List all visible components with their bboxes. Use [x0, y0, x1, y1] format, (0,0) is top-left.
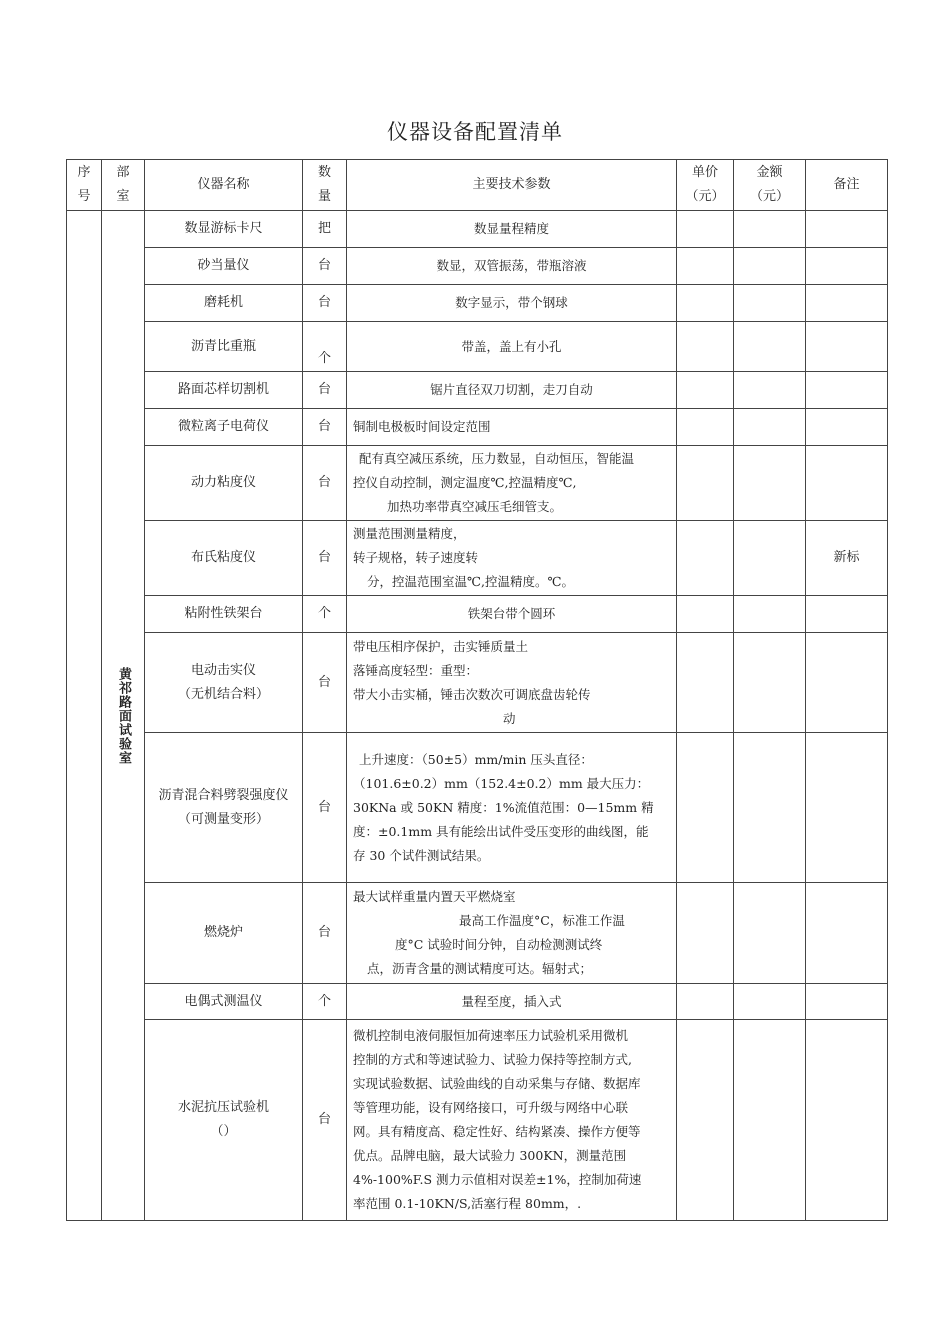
technical-params-cell: [347, 409, 677, 446]
technical-param-line: 落锤高度轻型：重型：: [353, 662, 479, 678]
quantity-unit-cell: 个: [303, 596, 347, 633]
instrument-name-cell: [145, 409, 303, 446]
header-qty-line: 量: [317, 189, 331, 204]
quantity-unit-cell: 把: [303, 211, 347, 248]
technical-params-cell: [347, 322, 677, 372]
amount-cell: [734, 883, 806, 984]
technical-param-line: （101.6±0.2）mm（152.4±0.2）mm 最大压力：: [353, 775, 650, 791]
table-row: [67, 322, 888, 372]
amount-cell: [734, 1020, 806, 1221]
table-row: [67, 1020, 888, 1221]
table-row: [67, 596, 888, 633]
remark-cell: [806, 596, 888, 633]
header-amount: [734, 160, 806, 211]
instrument-name: （）: [210, 1124, 237, 1139]
technical-param-line: 4%-100%F.S 测力示值相对误差±1%，控制加荷速: [353, 1172, 642, 1187]
quantity-unit-cell: 台: [303, 1020, 347, 1221]
quantity-unit-cell: 个: [303, 322, 347, 372]
amount-cell: [734, 733, 806, 883]
instrument-name-cell: [145, 633, 303, 733]
instrument-name-cell: [145, 733, 303, 883]
amount-cell: [734, 596, 806, 633]
unit-price-cell: [677, 733, 734, 883]
amount-cell: [734, 322, 806, 372]
technical-params-cell: [347, 248, 677, 285]
instrument-name: 动力粘度仪: [190, 475, 256, 490]
unit-price-cell: [677, 1020, 734, 1221]
quantity-unit-cell: 台: [303, 733, 347, 883]
header-name: 仪器名称: [145, 160, 303, 211]
unit-price-cell: [677, 322, 734, 372]
quantity-unit-cell: 台: [303, 285, 347, 322]
table-row: [67, 248, 888, 285]
quantity-unit-cell: 个: [303, 984, 347, 1020]
quantity-unit-cell: 台: [303, 633, 347, 733]
department-name: 黄祁路面试验室: [116, 666, 131, 765]
unit-price-cell: [677, 984, 734, 1020]
header-dept-line: 室: [116, 189, 130, 204]
technical-param-line: 网。具有精度高、稳定性好、结构紧凑、操作方便等: [353, 1124, 641, 1139]
page-title: 仪器设备配置清单: [387, 120, 563, 144]
quantity-unit-cell: 台: [303, 248, 347, 285]
department-cell: [102, 211, 145, 1221]
header-unit-price-line: （元）: [685, 189, 725, 204]
technical-param-line: 量程至度，插入式: [461, 993, 562, 1009]
amount-cell: [734, 372, 806, 409]
table-row: [67, 733, 888, 883]
instrument-name: 水泥抗压试验机: [177, 1100, 269, 1115]
table-row: [67, 633, 888, 733]
remark-cell: 新标: [806, 521, 888, 596]
header-unit-price-line: 单价: [691, 165, 718, 180]
technical-param-line: 动: [503, 710, 516, 726]
table-row: [67, 409, 888, 446]
instrument-name-cell: [145, 248, 303, 285]
table-row: [67, 883, 888, 984]
header-dept: [102, 160, 145, 211]
technical-param-line: 带大小击实桶，锤击次数次可调底盘齿轮传: [353, 686, 591, 702]
header-params: 主要技术参数: [347, 160, 677, 211]
header-qty-line: 数: [317, 165, 331, 180]
instrument-name: 磨耗机: [203, 295, 243, 310]
header-seq: [67, 160, 102, 211]
technical-params-cell: [347, 446, 677, 521]
technical-param-line: 数显量程精度: [473, 221, 549, 236]
instrument-name: （可测量变形）: [177, 811, 269, 827]
instrument-name-cell: [145, 446, 303, 521]
unit-price-cell: [677, 633, 734, 733]
technical-param-line: 铜制电极板时间设定范围: [353, 419, 491, 434]
technical-param-line: 上升速度：（50±5）mm/min 压头直径：: [359, 751, 593, 767]
technical-param-line: 铁架台带个圆环: [467, 606, 556, 621]
header-seq-line: 序: [77, 165, 91, 180]
instrument-name: 燃烧炉: [203, 925, 243, 940]
technical-param-line: 带盖，盖上有小孔: [461, 338, 562, 354]
instrument-name-cell: [145, 372, 303, 409]
instrument-name: 砂当量仪: [197, 258, 250, 273]
remark-cell: [806, 883, 888, 984]
technical-param-line: 配有真空减压系统，压力数显，自动恒压，智能温: [359, 451, 635, 466]
remark-cell: [806, 1020, 888, 1221]
technical-param-line: 30KNa 或 50KN 精度：1%流值范围：0—15mm 精: [353, 799, 654, 815]
technical-params-cell: [347, 211, 677, 248]
table-row: [67, 446, 888, 521]
technical-param-line: 分，控温范围室温℃,控温精度。℃。: [367, 574, 574, 589]
unit-price-cell: [677, 883, 734, 984]
table-row: [67, 211, 888, 248]
technical-param-line: 存 30 个试件测试结果。: [353, 847, 490, 863]
technical-param-line: 数字显示，带个钢球: [455, 295, 568, 310]
unit-price-cell: [677, 596, 734, 633]
table-row: [67, 285, 888, 322]
remark-cell: [806, 633, 888, 733]
header-qty: [303, 160, 347, 211]
unit-price-cell: [677, 285, 734, 322]
instrument-name: （无机结合料）: [177, 686, 269, 702]
unit-price-cell: [677, 446, 734, 521]
amount-cell: [734, 984, 806, 1020]
unit-price-cell: [677, 248, 734, 285]
amount-cell: [734, 211, 806, 248]
technical-params-cell: [347, 521, 677, 596]
remark-cell: [806, 211, 888, 248]
header-dept-line: 部: [116, 165, 130, 180]
instrument-name: 沥青比重瓶: [190, 338, 256, 354]
header-unit-price: [677, 160, 734, 211]
instrument-name: 数显游标卡尺: [184, 221, 263, 236]
amount-cell: [734, 521, 806, 596]
instrument-name-cell: [145, 596, 303, 633]
technical-param-line: 加热功率带真空减压毛细管支。: [387, 499, 563, 514]
quantity-unit-cell: 台: [303, 883, 347, 984]
instrument-name-cell: [145, 211, 303, 248]
unit-price-cell: [677, 372, 734, 409]
table-row: [67, 984, 888, 1020]
instrument-name-cell: [145, 322, 303, 372]
remark-cell: [806, 409, 888, 446]
remark-cell: [806, 248, 888, 285]
table-row: [67, 521, 888, 596]
technical-param-line: 度：±0.1mm 具有能绘出试件受压变形的曲线图，能: [353, 823, 649, 839]
header-row: [67, 160, 888, 211]
header-remark: 备注: [806, 160, 888, 211]
instrument-name-cell: [145, 521, 303, 596]
quantity-unit-cell: 台: [303, 372, 347, 409]
technical-param-line: 率范围 0.1-10KN/S,活塞行程 80mm，.: [353, 1196, 582, 1211]
technical-param-line: 数显，双管振荡，带瓶溶液: [436, 258, 587, 273]
instrument-name: 粘附性铁架台: [184, 606, 263, 621]
unit-price-cell: [677, 211, 734, 248]
equipment-table: [66, 159, 888, 1221]
technical-param-line: 最大试样重量内置天平燃烧室: [353, 889, 516, 904]
quantity-unit-cell: 台: [303, 409, 347, 446]
instrument-name-cell: [145, 1020, 303, 1221]
technical-param-line: 实现试验数据、试验曲线的自动采集与存储、数据库: [353, 1076, 641, 1091]
technical-param-line: 控仪自动控制，测定温度℃,控温精度℃,: [353, 475, 577, 490]
amount-cell: [734, 446, 806, 521]
unit-price-cell: [677, 409, 734, 446]
header-seq-line: 号: [77, 189, 91, 204]
remark-cell: [806, 446, 888, 521]
amount-cell: [734, 285, 806, 322]
unit-price-cell: [677, 521, 734, 596]
technical-params-cell: [347, 1020, 677, 1221]
technical-params-cell: [347, 984, 677, 1020]
instrument-name: 布氏粘度仪: [190, 550, 256, 565]
remark-cell: [806, 285, 888, 322]
instrument-name: 电偶式测温仪: [184, 993, 263, 1009]
instrument-name-cell: [145, 285, 303, 322]
instrument-name: 电动击实仪: [190, 662, 256, 678]
remark-cell: [806, 322, 888, 372]
technical-param-line: 测量范围测量精度，: [353, 526, 466, 541]
header-amount-line: 金额: [756, 165, 783, 180]
header-amount-line: （元）: [749, 189, 789, 204]
technical-params-cell: [347, 883, 677, 984]
technical-param-line: 最高工作温度°C，标准工作温: [459, 913, 625, 928]
table-row: [67, 372, 888, 409]
quantity-unit-cell: 台: [303, 446, 347, 521]
amount-cell: [734, 409, 806, 446]
remark-cell: [806, 372, 888, 409]
technical-params-cell: [347, 633, 677, 733]
quantity-unit-cell: 台: [303, 521, 347, 596]
instrument-name-cell: [145, 883, 303, 984]
technical-params-cell: [347, 596, 677, 633]
instrument-name: 微粒离子电荷仪: [177, 419, 269, 434]
technical-param-line: 微机控制电液伺服恒加荷速率压力试验机采用微机: [353, 1028, 629, 1043]
technical-param-line: 点，沥青含量的测试精度可达。辐射式；: [367, 961, 593, 976]
amount-cell: [734, 248, 806, 285]
remark-cell: [806, 733, 888, 883]
technical-param-line: 带电压相序保护，击实锤质量土: [353, 638, 529, 654]
technical-param-line: 控制的方式和等速试验力、试验力保持等控制方式,: [353, 1052, 632, 1067]
technical-params-cell: [347, 372, 677, 409]
technical-param-line: 锯片直径双刀切割，走刀自动: [430, 382, 593, 397]
instrument-name: 沥青混合料劈裂强度仪: [158, 787, 289, 803]
technical-param-line: 优点。品牌电脑，最大试验力 300KN，测量范围: [353, 1148, 627, 1163]
technical-param-line: 度°C 试验时间分钟，自动检测测试终: [395, 937, 603, 952]
remark-cell: [806, 984, 888, 1020]
technical-param-line: 转子规格，转子速度转: [353, 550, 479, 565]
instrument-name: 路面芯样切割机: [177, 382, 269, 397]
technical-params-cell: [347, 285, 677, 322]
technical-param-line: 等管理功能，设有网络接口，可升级与网络中心联: [353, 1100, 629, 1115]
amount-cell: [734, 633, 806, 733]
instrument-name-cell: [145, 984, 303, 1020]
technical-params-cell: [347, 733, 677, 883]
seq-cell: [67, 211, 102, 1221]
